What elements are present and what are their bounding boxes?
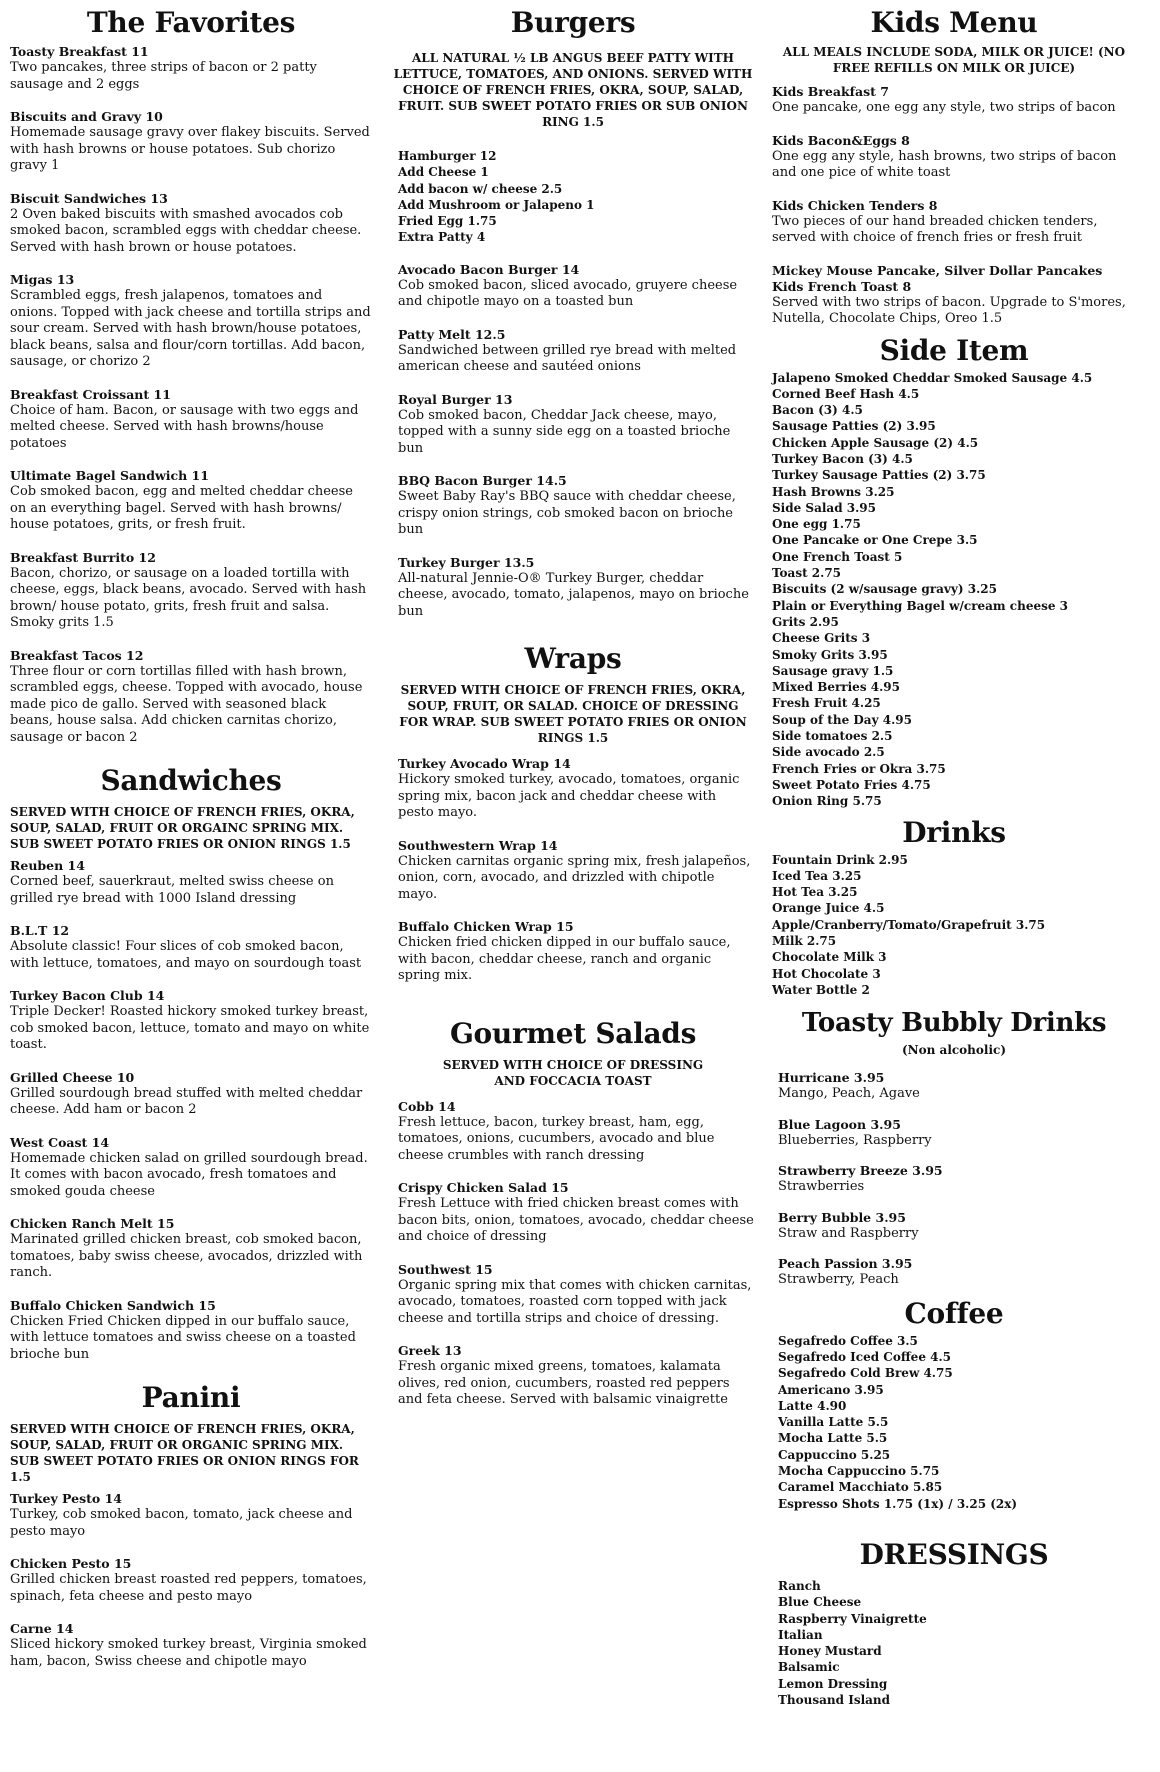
kids-note: ALL MEALS INCLUDE SODA, MILK OR JUICE! (NO FREE REFILLS ON MILK OR JUICE) — [782, 45, 1126, 75]
list-item: Hot Tea 3.25 — [772, 885, 858, 900]
column-middle — [392, 4, 754, 1425]
list-item: Apple/Cranberry/Tomato/Grapefruit 3.75 — [772, 917, 1046, 932]
list-item: Milk 2.75 — [772, 934, 837, 948]
item-name: Turkey Burger 13.5 — [398, 554, 535, 570]
column-right — [772, 4, 1136, 1708]
menu-item — [10, 1556, 372, 1605]
list-item: Plain or Everything Bagel w/cream cheese 3 — [772, 598, 1069, 613]
item-name: Turkey Bacon Club 14 — [10, 988, 165, 1003]
item-name: Mickey Mouse Pancake, Silver Dollar Pancakes Kids French Toast 8 — [772, 262, 1103, 294]
list-item: Soup of the Day 4.95 — [772, 712, 912, 727]
list-item: Segafredo Coffee 3.5 — [778, 1333, 918, 1348]
item-desc: Homemade sausage gravy over flakey biscuits. Served with hash browns or house potatoes. Sub chorizo gravy 1 — [10, 125, 370, 173]
menu-item — [772, 198, 1136, 247]
sandwiches-title: Sandwiches — [100, 764, 282, 797]
item-desc: Fresh lettuce, bacon, turkey breast, ham, egg, tomatoes, onions, cucumbers, avocado and blue cheese crumbles with ranch dressing — [398, 1114, 715, 1163]
list-item: Sausage Patties (2) 3.95 — [772, 419, 936, 434]
menu-item — [398, 1180, 754, 1246]
item-desc: Choice of ham. Bacon, or sausage with two eggs and melted cheese. Served with hash browns/house potatoes — [10, 402, 359, 451]
menu-item — [398, 327, 754, 376]
item-name: Reuben 14 — [10, 858, 85, 873]
item-name: Breakfast Croissant 11 — [10, 386, 171, 402]
list-item: Americano 3.95 — [778, 1382, 884, 1397]
list-item: Lemon Dressing — [778, 1676, 888, 1691]
list-item: Segafredo Iced Coffee 4.5 — [778, 1349, 952, 1364]
menu-item — [10, 387, 372, 453]
list-item: Chicken Apple Sausage (2) 4.5 — [772, 435, 979, 450]
panini-list — [10, 1491, 372, 1670]
item-name: Ultimate Bagel Sandwich 11 — [10, 468, 209, 483]
list-item: Add Mushroom or Jalapeno 1 — [398, 197, 595, 212]
list-item: One French Toast 5 — [772, 549, 903, 564]
burgers-title: Burgers — [510, 6, 636, 39]
menu-item — [10, 1070, 372, 1119]
menu-item — [10, 468, 372, 534]
item-name: West Coast 14 — [10, 1134, 110, 1150]
salads-title: Gourmet Salads — [449, 1016, 697, 1050]
item-desc: Absolute classic! Four slices of cob smoked bacon, with lettuce, tomatoes, and mayo on sourdough toast — [10, 939, 362, 971]
list-item: Chocolate Milk 3 — [772, 950, 887, 965]
item-desc: One pancake, one egg any style, two strips of bacon — [772, 100, 1116, 115]
item-name: Kids Chicken Tenders 8 — [772, 197, 938, 213]
menu-item — [10, 1298, 372, 1364]
list-item: Bacon (3) 4.5 — [772, 403, 863, 418]
list-item: Fresh Fruit 4.25 — [772, 696, 881, 711]
item-desc: Strawberry, Peach — [778, 1272, 899, 1288]
item-name: Kids Breakfast 7 — [772, 84, 889, 99]
kids-list — [772, 84, 1136, 328]
item-desc: Chicken carnitas organic spring mix, fresh jalapeños, onion, corn, avocado, and drizzled with chipotle mayo. — [398, 853, 751, 902]
menu-item — [398, 262, 754, 311]
list-item: Balsamic — [778, 1660, 840, 1675]
menu-item — [10, 191, 372, 257]
item-desc: Blueberries, Raspberry — [778, 1132, 932, 1148]
item-name: Chicken Ranch Melt 15 — [10, 1216, 175, 1231]
list-item: Sausage gravy 1.5 — [772, 663, 894, 678]
item-name: Peach Passion 3.95 — [778, 1256, 913, 1272]
item-name: Buffalo Chicken Sandwich 15 — [10, 1297, 216, 1313]
hamburger-list — [392, 148, 754, 246]
menu-item — [10, 648, 372, 747]
list-item: Water Bottle 2 — [772, 982, 870, 997]
menu-item — [10, 109, 372, 175]
list-item: Raspberry Vinaigrette — [778, 1611, 927, 1626]
item-name: Turkey Pesto 14 — [10, 1491, 122, 1506]
item-desc: Straw and Raspberry — [778, 1225, 919, 1241]
panini-note: SERVED WITH CHOICE OF FRENCH FRIES, OKRA, SOUP, SALAD, FRUIT OR ORGANIC SPRING MIX. SUB SWEET POTATO FRIES OR ONION RINGS FOR 1.5 — [10, 1422, 359, 1484]
bubbly-title: Toasty Bubbly Drinks — [801, 1008, 1107, 1039]
bubbly-list — [772, 1070, 1136, 1289]
item-desc: Corned beef, sauerkraut, melted swiss cheese on grilled rye bread with 1000 Island dressing — [10, 874, 334, 906]
list-item: Hot Chocolate 3 — [772, 966, 881, 981]
list-item: Turkey Bacon (3) 4.5 — [772, 451, 913, 466]
sandwiches-note: SERVED WITH CHOICE OF FRENCH FRIES, OKRA, SOUP, SALAD, FRUIT OR ORGAINC SPRING MIX. SUB SWEET POTATO FRIES OR ONION RINGS 1.5 — [10, 805, 355, 851]
menu-item — [10, 1135, 372, 1201]
item-name: Biscuits and Gravy 10 — [10, 109, 163, 124]
item-desc: Fresh Lettuce with fried chicken breast comes with bacon bits, onion, tomatoes, avocado, cheddar cheese and choice of dressing — [398, 1196, 754, 1245]
list-item: Extra Patty 4 — [398, 230, 486, 245]
menu-item — [398, 1099, 754, 1165]
list-item: Hamburger 12 — [398, 149, 497, 163]
item-desc: Chicken Fried Chicken dipped in our buffalo sauce, with lettuce tomatoes and swiss cheese on a toasted brioche bun — [10, 1313, 356, 1362]
item-name: Patty Melt 12.5 — [398, 326, 506, 342]
menu-item — [772, 133, 1136, 182]
sides-title: Side Item — [879, 333, 1029, 367]
menu-item — [778, 1210, 1136, 1243]
item-desc: 2 Oven baked biscuits with smashed avocados cob smoked bacon, scrambled eggs with cheddar cheese. Served with hash brown or house potatoes. — [10, 206, 362, 255]
menu-item — [10, 550, 372, 632]
list-item: Jalapeno Smoked Cheddar Smoked Sausage 4.5 — [772, 370, 1093, 385]
list-item: Mocha Latte 5.5 — [778, 1431, 888, 1446]
list-item: Add Cheese 1 — [398, 165, 489, 180]
menu-item — [778, 1163, 1136, 1196]
item-name: Crispy Chicken Salad 15 — [398, 1180, 569, 1196]
dressings-list — [772, 1578, 1136, 1708]
item-desc: Triple Decker! Roasted hickory smoked turkey breast, cob smoked bacon, lettuce, tomato and mayo on white toast. — [10, 1004, 370, 1052]
item-name: Breakfast Tacos 12 — [10, 647, 144, 663]
item-name: Royal Burger 13 — [398, 391, 513, 407]
favorites-title: The Favorites — [86, 6, 296, 39]
wraps-title: Wraps — [524, 642, 622, 676]
drinks-title: Drinks — [902, 815, 1006, 849]
sides-list — [772, 370, 1136, 810]
list-item: Onion Ring 5.75 — [772, 794, 882, 809]
list-item: Corned Beef Hash 4.5 — [772, 386, 920, 401]
menu-item — [10, 923, 372, 972]
item-name: Buffalo Chicken Wrap 15 — [398, 919, 574, 935]
list-item: Orange Juice 4.5 — [772, 901, 885, 916]
item-name: Grilled Cheese 10 — [10, 1069, 135, 1085]
item-desc: Homemade chicken salad on grilled sourdough bread. It comes with bacon avocado, fresh tomatoes and smoked gouda cheese — [10, 1150, 368, 1199]
item-desc: Grilled sourdough bread stuffed with melted cheddar cheese. Add ham or bacon 2 — [10, 1085, 363, 1117]
item-desc: Cob smoked bacon, Cheddar Jack cheese, mayo, topped with a sunny side egg on a toasted brioche bun — [398, 407, 731, 456]
item-desc: Grilled chicken breast roasted red peppers, tomatoes, spinach, feta cheese and pesto mayo — [10, 1572, 367, 1604]
favorites-list — [10, 44, 372, 746]
item-name: Turkey Avocado Wrap 14 — [398, 756, 571, 772]
column-left — [10, 4, 372, 1686]
item-name: Biscuit Sandwiches 13 — [10, 190, 168, 206]
list-item: Honey Mustard — [778, 1644, 882, 1659]
item-desc: Two pieces of our hand breaded chicken tenders, served with choice of french fries or fresh fruit — [772, 213, 1098, 245]
menu-item — [778, 1070, 1136, 1103]
list-item: One Pancake or One Crepe 3.5 — [772, 533, 978, 548]
item-name: B.L.T 12 — [10, 923, 70, 938]
item-name: Chicken Pesto 15 — [10, 1556, 132, 1571]
list-item: Segafredo Cold Brew 4.75 — [778, 1366, 953, 1381]
list-item: Side Salad 3.95 — [772, 500, 876, 515]
list-item: Smoky Grits 3.95 — [772, 647, 888, 662]
menu-item — [10, 988, 372, 1054]
menu-item — [10, 44, 372, 93]
salads-note: SERVED WITH CHOICE OF DRESSING AND FOCCACIA TOAST — [442, 1057, 704, 1088]
item-name: Kids Bacon&Eggs 8 — [772, 132, 910, 148]
drinks-list — [772, 852, 1136, 999]
list-item: Latte 4.90 — [778, 1398, 847, 1413]
item-desc: Cob smoked bacon, egg and melted cheddar cheese on an everything bagel. Served with hash browns/ house potatoes, grits, or fresh fruit. — [10, 484, 353, 532]
item-desc: Strawberries — [778, 1179, 865, 1195]
list-item: Side tomatoes 2.5 — [772, 729, 893, 744]
list-item: Toast 2.75 — [772, 566, 842, 581]
sandwiches-list — [10, 858, 372, 1363]
item-desc: Three flour or corn tortillas filled with hash brown, scrambled eggs, cheese. Topped with avocado, house made pico de gallo. Served with seasoned black beans, house salsa. Add chicken carnitas chorizo, sausage or bacon 2 — [10, 663, 363, 745]
item-desc: Fresh organic mixed greens, tomatoes, kalamata olives, red onion, cucumbers, roasted red peppers and feta cheese. Served with balsamic vinaigrette — [398, 1359, 730, 1408]
item-desc: One egg any style, hash browns, two strips of bacon and one pice of white toast — [772, 148, 1117, 180]
menu-item — [10, 1491, 372, 1540]
item-name: Southwest 15 — [398, 1261, 493, 1277]
menu-item — [10, 1216, 372, 1282]
menu-item — [778, 1117, 1136, 1150]
menu-item — [10, 858, 372, 907]
burgers-list — [392, 262, 754, 621]
item-name: Southwestern Wrap 14 — [398, 837, 558, 853]
list-item: Hash Browns 3.25 — [772, 484, 895, 499]
burgers-note: ALL NATURAL ½ LB ANGUS BEEF PATTY WITH LETTUCE, TOMATOES, AND ONIONS. SERVED WITH CHOICE OF FRENCH FRIES, OKRA, SOUP, SALAD, FRUIT. SUB SWEET POTATO FRIES OR SUB ONION RING 1.5 — [393, 51, 753, 129]
kids-title: Kids Menu — [870, 6, 1038, 39]
item-desc: Mango, Peach, Agave — [778, 1086, 920, 1102]
item-desc: Chicken fried chicken dipped in our buffalo sauce, with bacon, cheddar cheese, ranch and organic spring mix. — [398, 935, 731, 984]
list-item: Espresso Shots 1.75 (1x) / 3.25 (2x) — [778, 1496, 1018, 1511]
list-item: Vanilla Latte 5.5 — [778, 1415, 889, 1430]
menu-item — [10, 1621, 372, 1670]
item-name: Toasty Breakfast 11 — [10, 44, 149, 59]
menu-item — [398, 919, 754, 985]
item-desc: Two pancakes, three strips of bacon or 2 patty sausage and 2 eggs — [10, 60, 317, 92]
bubbly-subtitle: (Non alcoholic) — [901, 1043, 1007, 1058]
list-item: Grits 2.95 — [772, 614, 839, 629]
list-item: Iced Tea 3.25 — [772, 868, 862, 883]
list-item: Cappuccino 5.25 — [778, 1447, 891, 1462]
item-desc: Hickory smoked turkey, avocado, tomatoes, organic spring mix, bacon jack and cheddar cheese with pesto mayo. — [398, 772, 740, 821]
menu-item — [398, 756, 754, 822]
item-name: Migas 13 — [10, 272, 75, 287]
item-name: BBQ Bacon Burger 14.5 — [398, 473, 567, 489]
item-name: Blue Lagoon 3.95 — [778, 1116, 901, 1132]
item-desc: Turkey, cob smoked bacon, tomato, jack cheese and pesto mayo — [10, 1507, 353, 1539]
dressings-title: DRESSINGS — [859, 1537, 1049, 1571]
wraps-note: SERVED WITH CHOICE OF FRENCH FRIES, OKRA, SOUP, FRUIT, OR SALAD. CHOICE OF DRESSING FOR WRAP. SUB SWEET POTATO FRIES OR ONION RINGS 1.5 — [399, 683, 747, 746]
panini-title: Panini — [141, 1381, 241, 1414]
list-item: Side avocado 2.5 — [772, 745, 885, 760]
item-desc: Bacon, chorizo, or sausage on a loaded tortilla with cheese, eggs, black beans, avocado. Served with hash brown/ house potato, grits, fresh fruit and salsa. Smoky grits 1.5 — [10, 565, 367, 630]
item-name: Berry Bubble 3.95 — [778, 1209, 906, 1225]
menu-item — [778, 1256, 1136, 1289]
menu-item — [398, 838, 754, 904]
list-item: Turkey Sausage Patties (2) 3.75 — [772, 468, 986, 483]
item-name: Cobb 14 — [398, 1098, 456, 1114]
list-item: Thousand Island — [778, 1693, 891, 1708]
coffee-title: Coffee — [904, 1296, 1004, 1330]
list-item: Mixed Berries 4.95 — [772, 680, 900, 695]
item-desc: Sandwiched between grilled rye bread with melted american cheese and sautéed onions — [398, 342, 737, 375]
item-name: Hurricane 3.95 — [778, 1070, 885, 1086]
coffee-list — [772, 1333, 1136, 1512]
item-name: Avocado Bacon Burger 14 — [398, 261, 580, 277]
list-item: Mocha Cappuccino 5.75 — [778, 1464, 940, 1479]
list-item: Ranch — [778, 1578, 821, 1593]
item-desc: Marinated grilled chicken breast, cob smoked bacon, tomatoes, baby swiss cheese, avocados, drizzled with ranch. — [10, 1232, 363, 1280]
list-item: One egg 1.75 — [772, 517, 861, 532]
list-item: Caramel Macchiato 5.85 — [778, 1480, 943, 1495]
menu-item — [10, 272, 372, 371]
list-item: Add bacon w/ cheese 2.5 — [398, 181, 563, 196]
item-name: Breakfast Burrito 12 — [10, 549, 156, 565]
item-desc: Sliced hickory smoked turkey breast, Virginia smoked ham, bacon, Swiss cheese and chipotle mayo — [10, 1637, 367, 1669]
menu-item — [398, 1343, 754, 1409]
list-item: Cheese Grits 3 — [772, 631, 871, 646]
menu-item — [772, 263, 1136, 328]
menu-item — [772, 84, 1136, 117]
menu-item — [398, 1262, 754, 1328]
item-name: Carne 14 — [10, 1621, 74, 1636]
item-desc: Organic spring mix that comes with chicken carnitas, avocado, tomatoes, roasted corn topped with jack cheese and tortilla strips and choice of dressing. — [398, 1277, 752, 1326]
list-item: Biscuits (2 w/sausage gravy) 3.25 — [772, 582, 997, 597]
wraps-list — [392, 756, 754, 985]
menu-item — [398, 392, 754, 458]
list-item: French Fries or Okra 3.75 — [772, 761, 946, 776]
item-desc: Sweet Baby Ray's BBQ sauce with cheddar cheese, crispy onion strings, cob smoked bacon on brioche bun — [398, 489, 736, 538]
menu-item — [398, 473, 754, 539]
salads-list — [392, 1099, 754, 1409]
item-name: Strawberry Breeze 3.95 — [778, 1163, 943, 1179]
list-item: Fountain Drink 2.95 — [772, 852, 908, 867]
item-name: Greek 13 — [398, 1343, 462, 1359]
item-desc: All-natural Jennie-O® Turkey Burger, cheddar cheese, avocado, tomato, jalapenos, mayo on brioche bun — [398, 570, 749, 619]
menu-item — [398, 555, 754, 621]
list-item: Italian — [778, 1627, 823, 1642]
item-desc: Served with two strips of bacon. Upgrade to S'mores, Nutella, Chocolate Chips, Oreo 1.5 — [772, 294, 1126, 326]
list-item: Fried Egg 1.75 — [398, 214, 497, 229]
list-item: Sweet Potato Fries 4.75 — [772, 777, 931, 792]
item-desc: Scrambled eggs, fresh jalapenos, tomatoes and onions. Topped with jack cheese and tortilla strips and sour cream. Served with hash brown/house potatoes, black beans, salsa and flour/corn tortillas. Add bacon, sausage, or chorizo 2 — [10, 288, 371, 369]
list-item: Blue Cheese — [778, 1595, 862, 1610]
item-desc: Cob smoked bacon, sliced avocado, gruyere cheese and chipotle mayo on a toasted bun — [398, 277, 738, 310]
